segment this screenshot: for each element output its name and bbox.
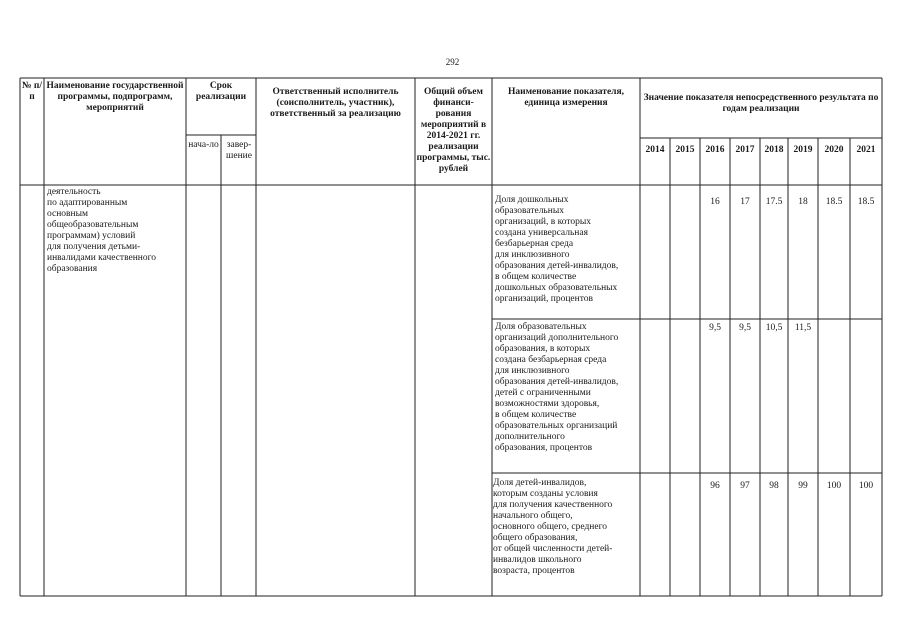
header-term: Срок реализации [195, 81, 247, 102]
value-cell: 17 [740, 197, 750, 207]
indicator-cell: Доля образовательных организаций дополнительного образования, в которых создана безбарьерная среда для инклюзивного образования детей-инвалидов, детей с ограниченными возможностями здоровья, в общем количестве образовательных организаций дополнительного образования, процентов [495, 322, 619, 453]
page-number: 292 [445, 57, 460, 67]
indicator-cell: Доля дошкольных образовательных организаций, в которых создана универсальная безбарьерная среда для инклюзивного образования детей-инвалидов, в общем количестве дошкольных образовательных организаций, процентов [495, 195, 619, 304]
header-name: Наименование государственной программы, подпрограмм, мероприятий [46, 81, 184, 113]
value-cell: 96 [710, 481, 720, 491]
value-cell: 100 [826, 481, 842, 491]
year-header: 2016 [705, 145, 725, 155]
header-executor: Ответственный исполнитель (соисполнитель, участник), ответственный за реализацию [270, 87, 401, 119]
year-header: 2017 [735, 145, 755, 155]
value-cell: 16 [710, 197, 720, 207]
header-term-end: завер-шение [226, 140, 252, 161]
value-cell: 18 [798, 197, 808, 207]
value-cell: 99 [798, 481, 808, 491]
header-num: № п/п [21, 81, 43, 102]
header-indicator: Наименование показателя, единица измерения [507, 87, 625, 108]
header-volume: Общий объем финанси-рования мероприятий в 2014-2021 гг. реализации программы, тыс. рублей [416, 87, 491, 174]
year-header: 2021 [856, 145, 876, 155]
program-name-cell: деятельность по адаптированным основным общеобразовательным программам) условий для получения детьми- инвалидами качественного образования [47, 187, 157, 274]
year-header: 2015 [675, 145, 695, 155]
value-cell: 17.5 [765, 197, 783, 207]
value-cell: 18.5 [857, 197, 875, 207]
year-header: 2014 [645, 145, 665, 155]
value-cell: 9,5 [709, 323, 721, 333]
value-cell: 11,5 [794, 323, 812, 333]
value-cell: 9,5 [739, 323, 751, 333]
year-header: 2020 [824, 145, 844, 155]
value-cell: 97 [740, 481, 750, 491]
value-cell: 10,5 [765, 323, 783, 333]
header-value: Значение показателя непосредственного результата по годам реализации [643, 93, 879, 114]
header-term-start: нача-ло [188, 140, 219, 150]
value-cell: 18.5 [825, 197, 843, 207]
year-header: 2019 [793, 145, 813, 155]
indicator-cell: Доля детей-инвалидов, которым созданы условия для получения качественного начального общего, основного общего, среднего общего образования, от общей численности детей- инвалидов школьного возраста, процентов [493, 478, 613, 576]
value-cell: 98 [769, 481, 779, 491]
value-cell: 100 [858, 481, 874, 491]
year-header: 2018 [764, 145, 784, 155]
